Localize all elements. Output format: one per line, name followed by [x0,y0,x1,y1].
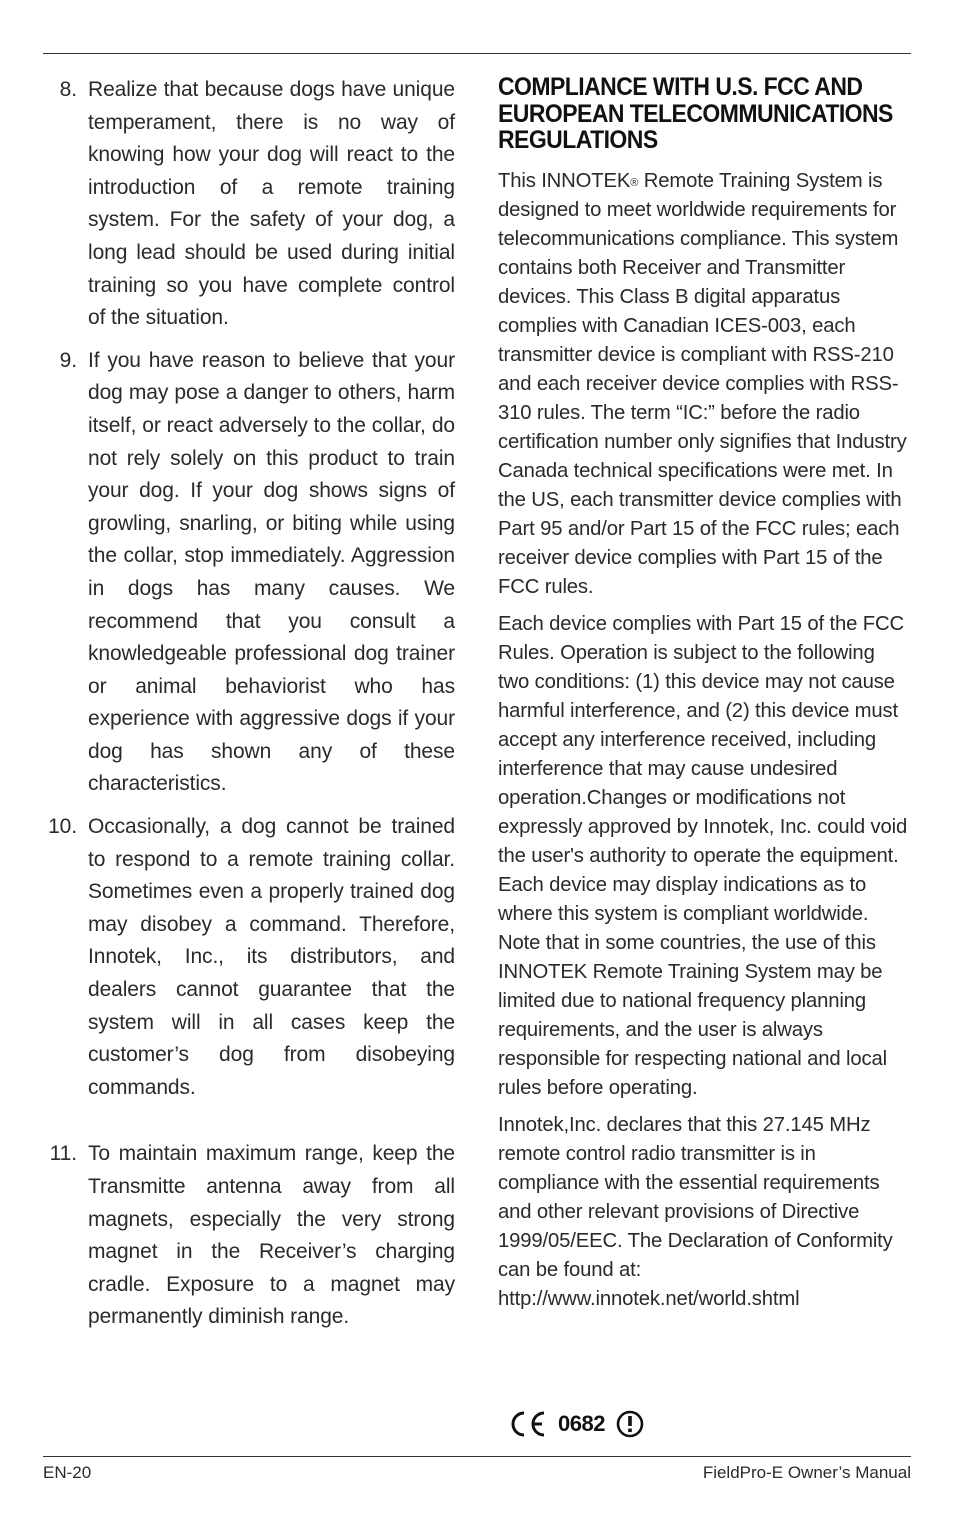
list-item-number: 10. [48,815,77,839]
safety-list [43,74,455,1334]
conformity-url: http://www.innotek.net/world.shtml [498,1287,800,1310]
list-item [43,1138,455,1334]
certification-marks [508,1406,645,1442]
compliance-paragraph-2: Each device complies with Part 15 of the FCC Rules. Operation is subject to the following two conditions: (1) this device may not cause harmful interference, and (2) this device must accept any interference received, including interference that may cause undesired operation.Changes or modifications not expressly approved by Innotek, Inc. could void the user's authority to operate the equipment. Each device may display indications as to where this system is compliant worldwide. Note that in some countries, the use of this INNOTEK Remote Training System may be limited due to national frequency planning requirements, and the user is always responsible for respecting national and local rules before operating. [498,612,908,1099]
compliance-paragraph-3 [498,1111,910,1314]
list-item-number: 11. [49,1142,77,1166]
para1-rest: Remote Training System is designed to meet worldwide requirements for telecommunications compliance. This system contains both Receiver and Transmitter devices. This Class B digital apparatus complies with Canadian ICES-003, each transmitter device is compliant with RSS-210 and each receiver device complies with RSS-310 rules. The term “IC:” before the radio certification number only signifies that Industry Canada technical specifications were met. In the US, each transmitter device complies with Part 95 and/or Part 15 of the FCC rules; each receiver device complies with Part 15 of the FCC rules. [498,169,907,598]
list-item-number: 8. [59,78,77,101]
list-item-text: To maintain maximum range, keep the Transmitte antenna away from all magnets, especially the very strong magnet in the Receiver’s charging cradle. Exposure to a magnet may permanently diminish range. [88,1142,455,1329]
compliance-heading: COMPLIANCE WITH U.S. FCC AND EUROPEAN TELECOMMUNICATIONS REGULATIONS [498,73,893,154]
list-item [43,345,455,801]
list-item-number: 9. [59,348,77,372]
para1-lead: This INNOTEK [498,169,631,192]
list-item [43,811,455,1104]
registered-mark: ® [630,176,639,189]
para3-text: Innotek,Inc. declares that this 27.145 MHz remote control radio transmitter is in compliance with the essential requirements and other relevant provisions of Directive 1999/05/EEC. The Declaration of Conformity can be found at: [498,1113,893,1281]
list-item-text: Realize that because dogs have unique temperament, there is no way of knowing how your dog will react to the introduction of a remote training system. For the safety of your dog, a long lead should be used during initial training so you have complete control of the situation. [88,78,455,330]
alert-mark-icon [615,1409,645,1439]
compliance-paragraph-1 [498,167,910,602]
ce-mark-icon [508,1410,548,1438]
top-rule [43,53,911,54]
list-item-text: Occasionally, a dog cannot be trained to respond to a remote training collar. Sometimes even a properly trained dog may disobey a command. Therefore, Innotek, Inc., its distributors, and dealers cannot guarantee that the system will in all cases keep the customer’s dog from disobeying commands. [88,815,455,1099]
notified-body-number: 0682 [558,1411,605,1436]
compliance-section [498,74,910,1322]
list-item [43,74,455,335]
page-number: EN-20 [43,1463,92,1482]
manual-title: FieldPro-E Owner’s Manual [702,1463,911,1482]
list-item-text: If you have reason to believe that your dog may pose a danger to others, harm itself, or react adversely to the collar, do not rely solely on this product to train your dog. If your dog shows signs of growling, snarling, or biting while using the collar, stop immediately. Aggression in dogs has many causes. We recommend that you consult a knowledgeable professional dog trainer or animal behaviorist who has experience with aggressive dogs if your dog has shown any of these characteristics. [88,348,455,796]
bottom-rule [43,1456,911,1457]
